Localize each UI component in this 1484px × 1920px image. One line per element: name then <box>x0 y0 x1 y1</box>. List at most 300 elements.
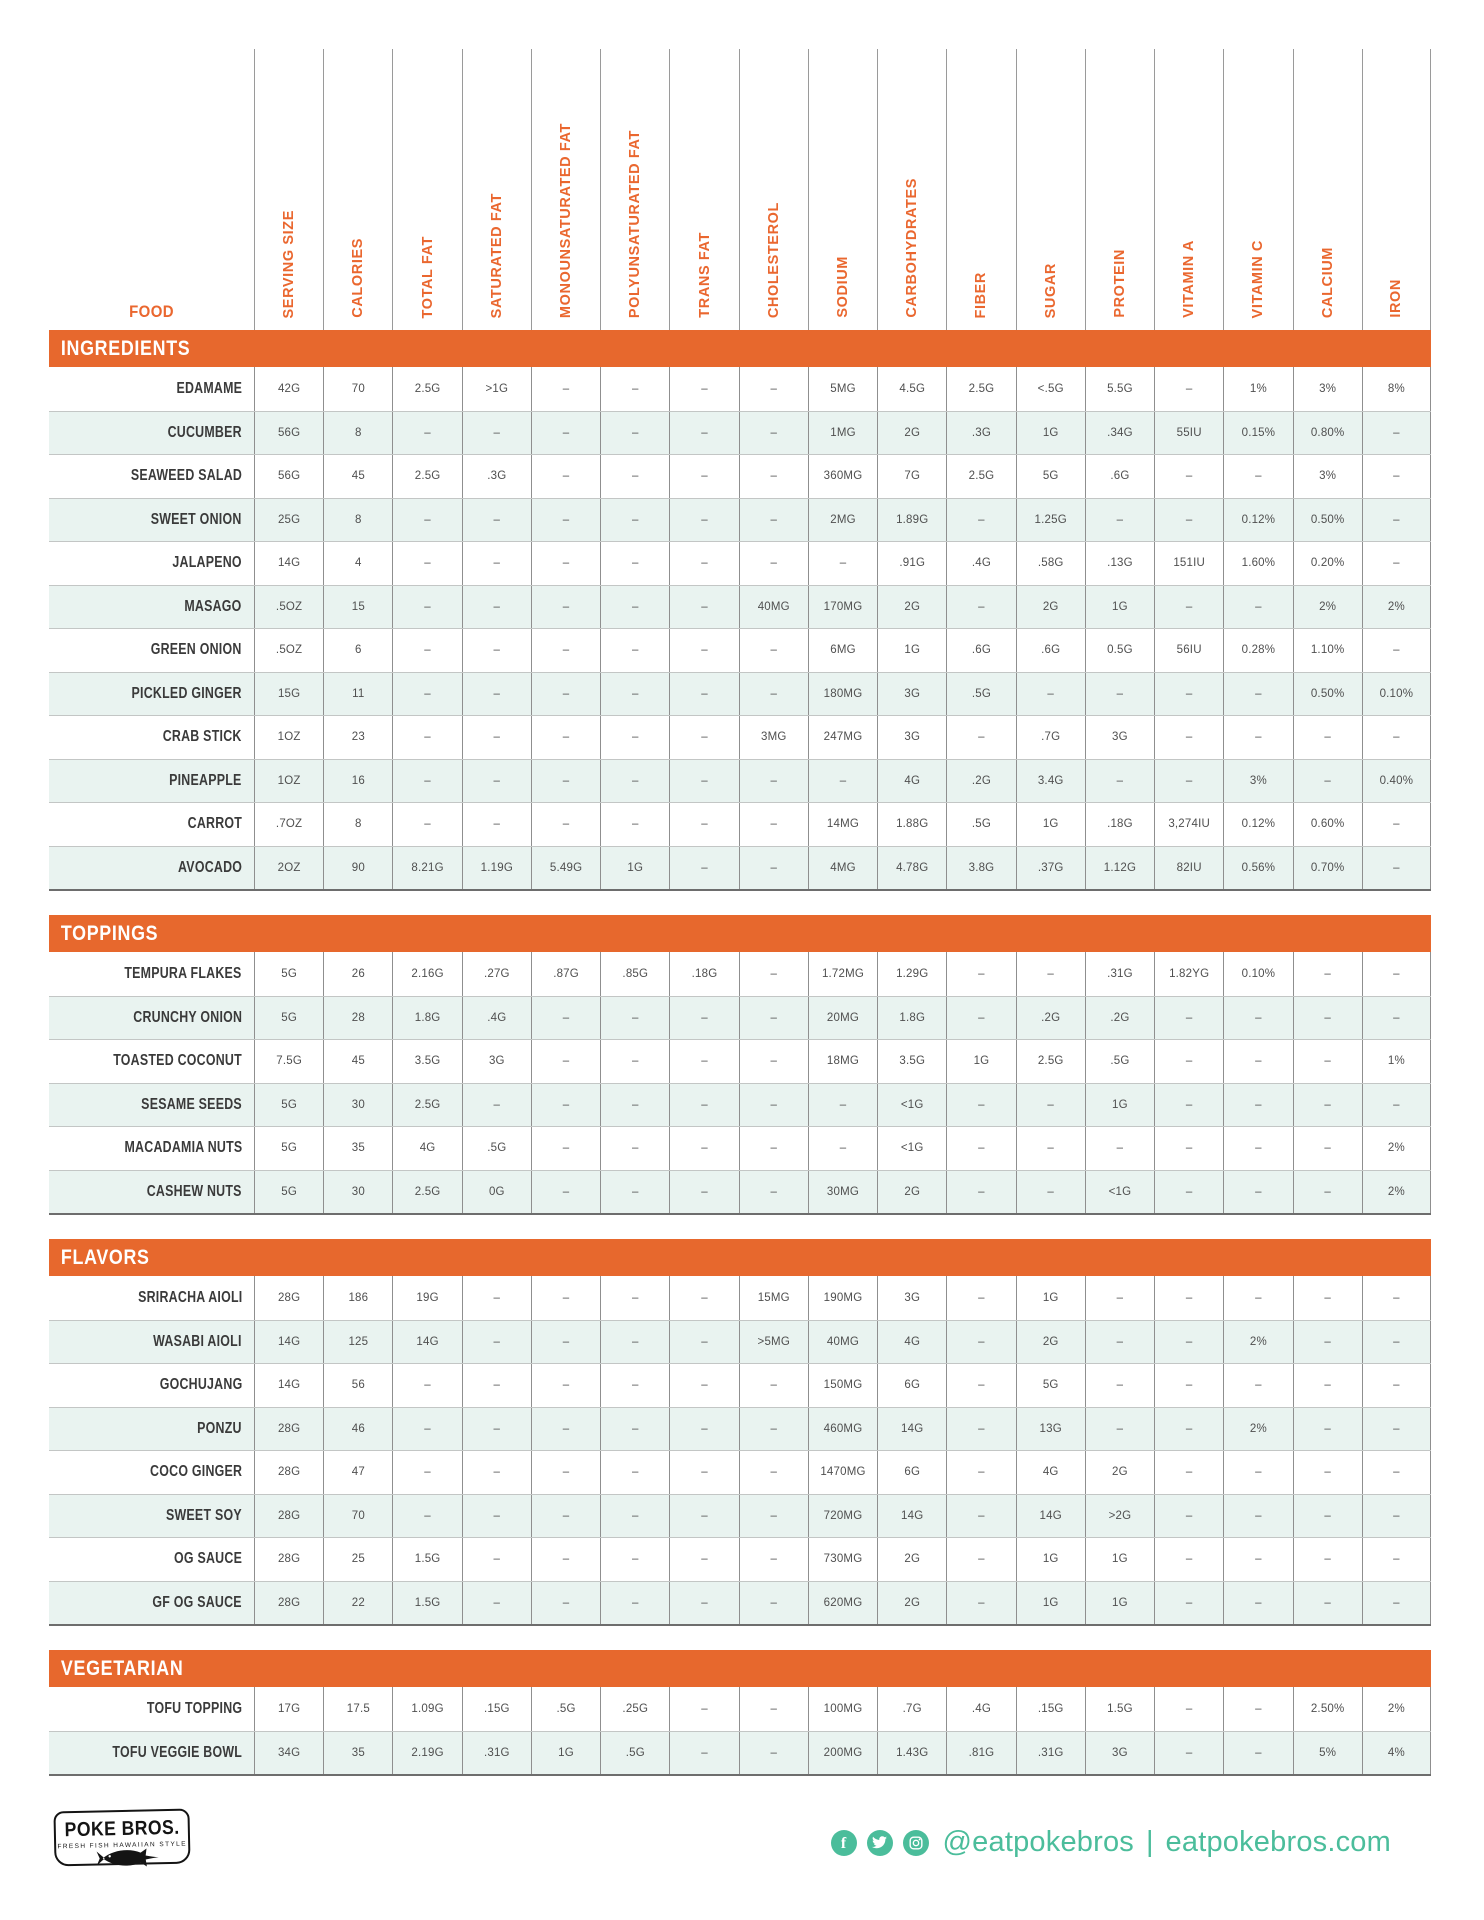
column-header <box>392 49 461 330</box>
nutrient-value-cell: – <box>1362 629 1431 672</box>
column-header-label: SUGAR <box>1042 262 1059 318</box>
nutrient-value-cell: – <box>1362 1582 1431 1625</box>
table-row <box>49 1450 1431 1494</box>
nutrient-value-cell: .81G <box>946 1732 1015 1775</box>
column-header-label: SODIUM <box>834 256 851 318</box>
food-name-cell <box>49 367 254 411</box>
nutrient-value-cell: – <box>1362 716 1431 759</box>
nutrient-value-cell: 2G <box>877 1582 946 1625</box>
nutrient-value-cell: 17.5 <box>323 1687 392 1731</box>
nutrient-value-cell: – <box>1223 1127 1292 1170</box>
nutrient-value-cell: – <box>669 1495 738 1538</box>
nutrient-value-cell: .7G <box>1016 716 1085 759</box>
nutrient-value-cell: – <box>739 847 808 890</box>
nutrient-value-cell: – <box>531 629 600 672</box>
nutrient-value-cell: – <box>946 716 1015 759</box>
nutrient-value-cell: – <box>669 1687 738 1731</box>
nutrient-value-cell: – <box>531 499 600 542</box>
nutrient-value-cell: – <box>1223 997 1292 1040</box>
nutrient-value-cell: – <box>1016 673 1085 716</box>
nutrient-value-cell: – <box>739 1040 808 1083</box>
nutrient-value-cell: <1G <box>1085 1171 1154 1214</box>
nutrient-value-cell: – <box>531 1495 600 1538</box>
nutrient-value-cell: – <box>392 1364 461 1407</box>
nutrient-value-cell: 47 <box>323 1451 392 1494</box>
nutrient-value-cell: 28G <box>254 1495 323 1538</box>
table-row <box>49 1276 1431 1320</box>
nutrient-value-cell: 0.60% <box>1293 803 1362 846</box>
nutrient-value-cell: – <box>1154 1687 1223 1731</box>
nutrient-value-cell: – <box>669 1321 738 1364</box>
nutrient-value-cell: .5OZ <box>254 586 323 629</box>
nutrient-value-cell: – <box>669 1408 738 1451</box>
column-header <box>1293 49 1362 330</box>
nutrient-value-cell: – <box>669 586 738 629</box>
nutrient-value-cell: – <box>531 1408 600 1451</box>
nutrient-value-cell: 3% <box>1293 455 1362 498</box>
nutrient-value-cell: 3G <box>877 673 946 716</box>
nutrient-value-cell: – <box>1293 1321 1362 1364</box>
nutrient-value-cell: – <box>1293 997 1362 1040</box>
food-name-cell <box>49 1364 254 1407</box>
nutrient-value-cell: >1G <box>462 367 531 411</box>
column-header <box>808 49 877 330</box>
column-header-label: TRANS FAT <box>696 232 713 318</box>
nutrient-value-cell: 2.16G <box>392 952 461 996</box>
nutrient-value-cell: 5MG <box>808 367 877 411</box>
section-bar <box>49 330 1431 367</box>
nutrient-value-cell: – <box>531 673 600 716</box>
nutrient-value-cell: – <box>1362 455 1431 498</box>
nutrient-value-cell: – <box>1293 716 1362 759</box>
nutrient-value-cell: – <box>462 1495 531 1538</box>
nutrient-value-cell: 4G <box>877 760 946 803</box>
nutrient-value-cell: 6G <box>877 1451 946 1494</box>
food-name: JALAPENO <box>172 554 242 572</box>
table-row <box>49 802 1431 846</box>
nutrient-value-cell: – <box>392 803 461 846</box>
nutrient-value-cell: – <box>600 1495 669 1538</box>
food-name: PINEAPPLE <box>169 771 242 789</box>
footer <box>49 1810 1431 1865</box>
nutrient-value-cell: – <box>1223 1495 1292 1538</box>
nutrient-value-cell: – <box>739 803 808 846</box>
nutrient-value-cell: – <box>600 673 669 716</box>
food-name-cell <box>49 1451 254 1494</box>
food-name: CRUNCHY ONION <box>133 1008 242 1026</box>
nutrient-value-cell: .5G <box>462 1127 531 1170</box>
nutrient-value-cell: – <box>739 629 808 672</box>
nutrient-value-cell: – <box>600 760 669 803</box>
nutrient-value-cell: 0.28% <box>1223 629 1292 672</box>
nutrient-value-cell: – <box>1362 1495 1431 1538</box>
nutrient-value-cell: 2G <box>1016 586 1085 629</box>
nutrient-value-cell: – <box>946 1127 1015 1170</box>
nutrient-value-cell: 14G <box>877 1495 946 1538</box>
column-header-label: CALORIES <box>350 238 367 318</box>
nutrient-value-cell: – <box>1362 499 1431 542</box>
nutrient-value-cell: 1G <box>877 629 946 672</box>
nutrient-value-cell: 2MG <box>808 499 877 542</box>
nutrient-value-cell: 14G <box>254 542 323 585</box>
nutrient-value-cell: – <box>1154 1451 1223 1494</box>
nutrient-value-cell: – <box>600 367 669 411</box>
table-row <box>49 1407 1431 1451</box>
food-name-cell <box>49 847 254 890</box>
nutrient-value-cell: – <box>462 1582 531 1625</box>
nutrient-value-cell: 170MG <box>808 586 877 629</box>
nutrient-value-cell: 1470MG <box>808 1451 877 1494</box>
footer-divider: | <box>1145 1826 1154 1858</box>
food-name-cell <box>49 499 254 542</box>
food-name: COCO GINGER <box>149 1463 242 1481</box>
nutrient-value-cell: 1MG <box>808 412 877 455</box>
nutrient-value-cell: – <box>1293 1276 1362 1320</box>
table-row <box>49 541 1431 585</box>
nutrient-value-cell: 620MG <box>808 1582 877 1625</box>
nutrient-value-cell: – <box>462 629 531 672</box>
nutrient-value-cell: 28G <box>254 1408 323 1451</box>
nutrient-value-cell: – <box>669 1582 738 1625</box>
nutrient-value-cell: – <box>1223 455 1292 498</box>
nutrient-value-cell: .27G <box>462 952 531 996</box>
column-header-label: VITAMIN A <box>1181 240 1198 318</box>
nutrient-value-cell: .3G <box>462 455 531 498</box>
section-rows <box>49 1276 1431 1626</box>
nutrient-value-cell: – <box>946 1408 1015 1451</box>
column-header-label: FIBER <box>973 271 990 318</box>
nutrient-value-cell: – <box>600 1538 669 1581</box>
fish-icon <box>95 1847 162 1873</box>
nutrient-value-cell: – <box>946 1171 1015 1214</box>
nutrient-value-cell: 1G <box>946 1040 1015 1083</box>
nutrient-value-cell: 0.40% <box>1362 760 1431 803</box>
nutrient-value-cell: 1.29G <box>877 952 946 996</box>
nutrient-value-cell: – <box>392 629 461 672</box>
nutrient-value-cell: 2.5G <box>1016 1040 1085 1083</box>
nutrient-value-cell: 4G <box>392 1127 461 1170</box>
nutrient-value-cell: 2% <box>1362 586 1431 629</box>
nutrient-value-cell: 3% <box>1223 760 1292 803</box>
food-name-cell <box>49 1321 254 1364</box>
nutrient-value-cell: – <box>1293 1084 1362 1127</box>
nutrient-value-cell: – <box>392 542 461 585</box>
facebook-icon[interactable]: f <box>831 1830 857 1856</box>
nutrient-value-cell: >2G <box>1085 1495 1154 1538</box>
nutrient-value-cell: 720MG <box>808 1495 877 1538</box>
nutrient-value-cell: 1G <box>600 847 669 890</box>
nutrient-value-cell: 1.8G <box>392 997 461 1040</box>
nutrient-value-cell: – <box>669 997 738 1040</box>
food-name: WASABI AIOLI <box>153 1332 242 1350</box>
nutrient-value-cell: – <box>1293 1171 1362 1214</box>
nutrient-value-cell: .18G <box>669 952 738 996</box>
nutrient-value-cell: 2G <box>877 586 946 629</box>
nutrient-value-cell: .5OZ <box>254 629 323 672</box>
food-name: SEAWEED SALAD <box>130 467 242 485</box>
food-name: TOFU VEGGIE BOWL <box>112 1743 242 1761</box>
nutrient-value-cell: 2% <box>1293 586 1362 629</box>
nutrient-value-cell: 5G <box>1016 1364 1085 1407</box>
nutrient-value-cell: .13G <box>1085 542 1154 585</box>
nutrient-value-cell: 4% <box>1362 1732 1431 1775</box>
nutrient-value-cell: 56IU <box>1154 629 1223 672</box>
nutrient-value-cell: – <box>669 1084 738 1127</box>
nutrient-value-cell: 5G <box>254 952 323 996</box>
column-header-label: SATURATED FAT <box>488 192 505 318</box>
nutrient-value-cell: – <box>739 1084 808 1127</box>
nutrient-value-cell: 3.4G <box>1016 760 1085 803</box>
nutrient-value-cell: 2G <box>877 1538 946 1581</box>
nutrient-value-cell: 360MG <box>808 455 877 498</box>
nutrient-value-cell: – <box>669 1127 738 1170</box>
nutrient-value-cell: – <box>946 1495 1015 1538</box>
column-header <box>1154 49 1223 330</box>
nutrient-value-cell: – <box>946 1321 1015 1364</box>
nutrient-value-cell: 4G <box>877 1321 946 1364</box>
nutrient-value-cell: 1.88G <box>877 803 946 846</box>
nutrient-value-cell: 0G <box>462 1171 531 1214</box>
table-row <box>49 498 1431 542</box>
nutrient-value-cell: 1.72MG <box>808 952 877 996</box>
nutrient-value-cell: 0.10% <box>1223 952 1292 996</box>
header-row <box>49 49 1431 330</box>
nutrient-value-cell: 30 <box>323 1171 392 1214</box>
section-title: FLAVORS <box>60 1245 150 1269</box>
logo-title: POKE BROS. <box>64 1816 180 1842</box>
section-rows <box>49 367 1431 891</box>
nutrient-value-cell: .5G <box>531 1687 600 1731</box>
nutrient-value-cell: – <box>531 803 600 846</box>
nutrient-value-cell: – <box>1085 673 1154 716</box>
nutrient-value-cell: – <box>1016 952 1085 996</box>
food-name-cell <box>49 1127 254 1170</box>
nutrient-value-cell: .87G <box>531 952 600 996</box>
nutrient-value-cell: – <box>1154 1040 1223 1083</box>
nutrient-value-cell: – <box>946 586 1015 629</box>
nutrient-value-cell: 2G <box>1085 1451 1154 1494</box>
nutrient-value-cell: .7OZ <box>254 803 323 846</box>
nutrient-value-cell: .4G <box>946 542 1015 585</box>
nutrient-value-cell: – <box>1154 997 1223 1040</box>
column-header <box>1016 49 1085 330</box>
nutrient-value-cell: 1.43G <box>877 1732 946 1775</box>
table-row <box>49 759 1431 803</box>
nutrient-value-cell: 15 <box>323 586 392 629</box>
food-name: TEMPURA FLAKES <box>124 964 242 982</box>
column-header <box>669 49 738 330</box>
nutrient-value-cell: 151IU <box>1154 542 1223 585</box>
nutrient-value-cell: – <box>1293 1040 1362 1083</box>
nutrient-value-cell: – <box>669 1538 738 1581</box>
nutrient-value-cell: – <box>462 1538 531 1581</box>
column-header <box>739 49 808 330</box>
nutrient-value-cell: – <box>392 1408 461 1451</box>
nutrient-value-cell: – <box>1223 1276 1292 1320</box>
nutrient-value-cell: 1.12G <box>1085 847 1154 890</box>
nutrient-value-cell: – <box>600 997 669 1040</box>
nutrient-value-cell: – <box>392 499 461 542</box>
food-name-cell <box>49 542 254 585</box>
nutrient-value-cell: 13G <box>1016 1408 1085 1451</box>
nutrient-value-cell: – <box>669 760 738 803</box>
nutrient-value-cell: .91G <box>877 542 946 585</box>
nutrient-value-cell: 2% <box>1223 1321 1292 1364</box>
column-header-label: CHOLESTEROL <box>765 201 782 318</box>
nutrient-value-cell: .34G <box>1085 412 1154 455</box>
nutrient-value-cell: 56G <box>254 412 323 455</box>
nutrient-value-cell: <1G <box>877 1127 946 1170</box>
nutrient-value-cell: 56 <box>323 1364 392 1407</box>
social-handle: @eatpokebros <box>942 1826 1134 1858</box>
nutrient-value-cell: 190MG <box>808 1276 877 1320</box>
table-row <box>49 1581 1431 1625</box>
nutrient-value-cell: 730MG <box>808 1538 877 1581</box>
column-header-label: CARBOHYDRATES <box>904 178 921 318</box>
nutrient-value-cell: 25G <box>254 499 323 542</box>
nutrient-value-cell: 7G <box>877 455 946 498</box>
nutrient-value-cell: .2G <box>946 760 1015 803</box>
food-name: SWEET ONION <box>151 510 242 528</box>
nutrient-value-cell: – <box>1362 1084 1431 1127</box>
nutrient-value-cell: – <box>1223 1171 1292 1214</box>
food-name: EDAMAME <box>176 379 242 397</box>
table-row <box>49 1687 1431 1731</box>
food-name: MACADAMIA NUTS <box>124 1139 242 1157</box>
nutrient-value-cell: – <box>1085 1321 1154 1364</box>
nutrient-value-cell: – <box>669 803 738 846</box>
nutrient-value-cell: – <box>1362 803 1431 846</box>
nutrient-value-cell: – <box>392 760 461 803</box>
nutrient-value-cell: – <box>600 1321 669 1364</box>
nutrient-value-cell: 1OZ <box>254 716 323 759</box>
nutrient-value-cell: – <box>1016 1127 1085 1170</box>
nutrient-value-cell: – <box>1362 1321 1431 1364</box>
nutrient-value-cell: – <box>462 673 531 716</box>
nutrient-value-cell: – <box>600 586 669 629</box>
nutrient-value-cell: 0.12% <box>1223 499 1292 542</box>
nutrient-value-cell: <1G <box>877 1084 946 1127</box>
nutrient-value-cell: 4G <box>1016 1451 1085 1494</box>
nutrient-value-cell: – <box>392 412 461 455</box>
table-row <box>49 628 1431 672</box>
nutrient-value-cell: 34G <box>254 1732 323 1775</box>
nutrient-value-cell: 5G <box>254 1171 323 1214</box>
section-bar <box>49 1650 1431 1687</box>
nutrient-value-cell: 0.20% <box>1293 542 1362 585</box>
nutrient-value-cell: – <box>669 716 738 759</box>
nutrient-value-cell: 5G <box>254 997 323 1040</box>
nutrient-value-cell: – <box>1085 1364 1154 1407</box>
food-name-cell <box>49 997 254 1040</box>
nutrient-value-cell: 1G <box>1085 1084 1154 1127</box>
nutrient-value-cell: 1.60% <box>1223 542 1292 585</box>
nutrient-value-cell: 6 <box>323 629 392 672</box>
nutrient-value-cell: – <box>600 1582 669 1625</box>
nutrient-value-cell: – <box>600 455 669 498</box>
nutrient-value-cell: – <box>1154 1084 1223 1127</box>
nutrient-value-cell: – <box>946 997 1015 1040</box>
nutrient-value-cell: – <box>1154 673 1223 716</box>
nutrient-value-cell: 1G <box>531 1732 600 1775</box>
food-name-cell <box>49 1687 254 1731</box>
nutrient-value-cell: – <box>1085 499 1154 542</box>
twitter-icon[interactable] <box>867 1830 893 1856</box>
column-header <box>1085 49 1154 330</box>
nutrient-value-cell: 1.25G <box>1016 499 1085 542</box>
nutrient-value-cell: 55IU <box>1154 412 1223 455</box>
nutrient-value-cell: 1G <box>1016 803 1085 846</box>
nutrient-value-cell: – <box>462 586 531 629</box>
nutrient-value-cell: – <box>1154 716 1223 759</box>
nutrient-value-cell: 3G <box>1085 716 1154 759</box>
nutrient-value-cell: – <box>669 367 738 411</box>
column-header <box>1223 49 1292 330</box>
nutrient-value-cell: 26 <box>323 952 392 996</box>
nutrient-value-cell: .7G <box>877 1687 946 1731</box>
nutrient-value-cell: – <box>1362 1276 1431 1320</box>
column-header-label: POLYUNSATURATED FAT <box>627 129 644 318</box>
nutrient-value-cell: – <box>600 1276 669 1320</box>
nutrient-value-cell: 2.5G <box>392 455 461 498</box>
nutrient-value-cell: – <box>531 1538 600 1581</box>
nutrient-value-cell: 42G <box>254 367 323 411</box>
food-name: PONZU <box>197 1419 242 1437</box>
nutrient-value-cell: – <box>1154 1364 1223 1407</box>
nutrient-value-cell: – <box>531 542 600 585</box>
nutrient-value-cell: – <box>739 1408 808 1451</box>
nutrient-value-cell: – <box>392 716 461 759</box>
nutrient-value-cell: – <box>462 542 531 585</box>
nutrient-value-cell: – <box>1362 1364 1431 1407</box>
nutrient-value-cell: – <box>531 586 600 629</box>
nutrient-value-cell: – <box>946 1538 1015 1581</box>
website-link[interactable]: eatpokebros.com <box>1165 1826 1391 1858</box>
nutrient-value-cell: – <box>462 1451 531 1494</box>
nutrient-value-cell: – <box>531 1040 600 1083</box>
nutrient-value-cell: 28G <box>254 1538 323 1581</box>
nutrient-value-cell: – <box>1223 1582 1292 1625</box>
nutrient-value-cell: – <box>739 1127 808 1170</box>
nutrient-value-cell: 70 <box>323 367 392 411</box>
nutrient-value-cell: .58G <box>1016 542 1085 585</box>
nutrient-value-cell: – <box>531 1582 600 1625</box>
nutrient-value-cell: 2.5G <box>946 455 1015 498</box>
nutrient-value-cell: – <box>739 1687 808 1731</box>
nutrient-value-cell: 3% <box>1293 367 1362 411</box>
nutrient-value-cell: 40MG <box>808 1321 877 1364</box>
nutrient-value-cell: 5G <box>254 1084 323 1127</box>
nutrient-value-cell: 45 <box>323 455 392 498</box>
food-column-label: FOOD <box>129 302 174 321</box>
table-row <box>49 1320 1431 1364</box>
nutrient-value-cell: 11 <box>323 673 392 716</box>
nutrient-value-cell: – <box>1085 1127 1154 1170</box>
nutrient-value-cell: – <box>462 760 531 803</box>
instagram-icon[interactable] <box>903 1830 929 1856</box>
nutrient-value-cell: – <box>669 847 738 890</box>
nutrient-value-cell: 1G <box>1085 1538 1154 1581</box>
nutrient-value-cell: – <box>1362 412 1431 455</box>
nutrient-value-cell: – <box>669 1276 738 1320</box>
nutrient-value-cell: 5G <box>1016 455 1085 498</box>
nutrient-value-cell: 8 <box>323 499 392 542</box>
nutrient-value-cell: – <box>946 952 1015 996</box>
nutrient-value-cell: 1.10% <box>1293 629 1362 672</box>
nutrient-value-cell: 3.8G <box>946 847 1015 890</box>
nutrient-value-cell: .31G <box>462 1732 531 1775</box>
food-name-cell <box>49 1040 254 1083</box>
